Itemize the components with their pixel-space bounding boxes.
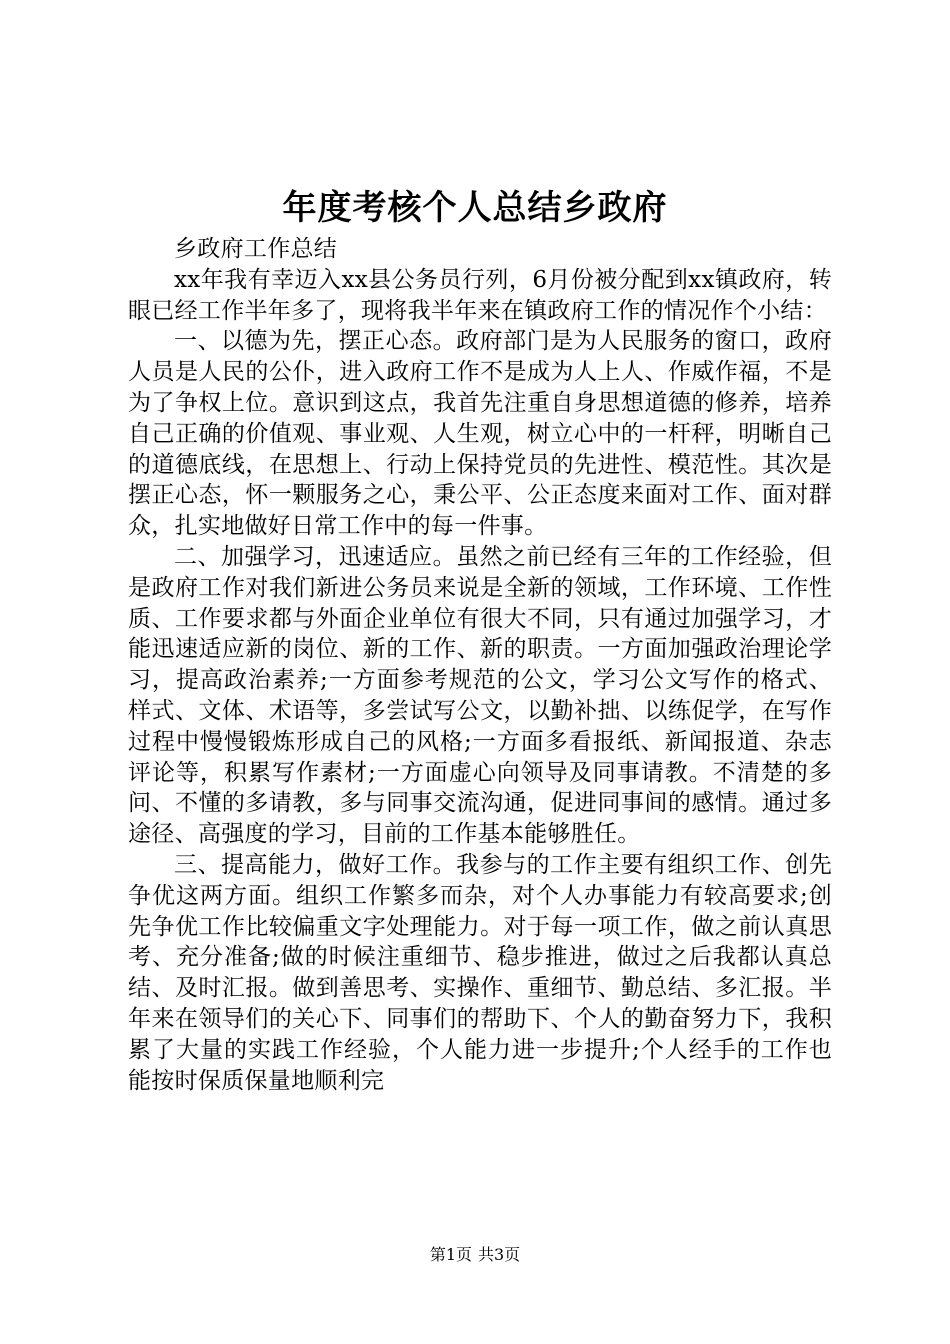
- document-title: 年度考核个人总结乡政府: [282, 188, 668, 228]
- paragraph-section-2: 二、加强学习，迅速适应。虽然之前已经有三年的工作经验，但是政府工作对我们新进公务员来说是全新的领域，工作环境、工作性质、工作要求都与外面企业单位有很大不同，只有通过加强学习，才能迅速适应新的岗位、新的工作、新的职责。一方面加强政治理论学习，提高政治素养;一方面参考规范的公文，学习公文写作的格式、样式、文体、术语等，多尝试写公文，以勤补拙、以练促学，在写作过程中慢慢锻炼形成自己的风格;一方面多看报纸、新闻报道、杂志评论等，积累写作素材;一方面虚心向领导及同事请教。不清楚的多问、不懂的多请教，多与同事交流沟通，促进同事间的感情。通过多途径、高强度的学习，目前的工作基本能够胜任。: [128, 543, 832, 848]
- paragraph-section-3: 三、提高能力，做好工作。我参与的工作主要有组织工作、创先争优这两方面。组织工作繁多而杂，对个人办事能力有较高要求;创先争优工作比较偏重文字处理能力。对于每一项工作，做之前认真思考、充分准备;做的时候注重细节、稳步推进，做过之后我都认真总结、及时汇报。做到善思考、实操作、重细节、勤总结、多汇报。半年来在领导们的关心下、同事们的帮助下、个人的勤奋努力下，我积累了大量的实践工作经验，个人能力进一步提升;个人经手的工作也能按时保质保量地顺利完: [128, 851, 832, 1094]
- page-number: 第1页: [429, 1245, 472, 1264]
- document-body: [128, 234, 832, 1096]
- paragraph-section-1: 一、以德为先，摆正心态。政府部门是为人民服务的窗口，政府人员是人民的公仆，进入政府工作不是成为人上人、作威作福，不是为了争权上位。意识到这点，我首先注重自身思想道德的修养，培养自己正确的价值观、事业观、人生观，树立心中的一杆秤，明晰自己的道德底线，在思想上、行动上保持党员的先进性、模范性。其次是摆正心态，怀一颗服务之心，秉公平、公正态度来面对工作、面对群众，扎实地做好日常工作中的每一件事。: [128, 328, 832, 540]
- paragraph-intro: xx年我有幸迈入xx县公务员行列，6月份被分配到xx镇政府，转眼已经工作半年多了，现将我半年来在镇政府工作的情况作个小结：: [128, 266, 832, 324]
- section-heading: 乡政府工作总结: [174, 236, 338, 262]
- page-total: 共3页: [478, 1245, 521, 1264]
- page-footer: [0, 1244, 950, 1266]
